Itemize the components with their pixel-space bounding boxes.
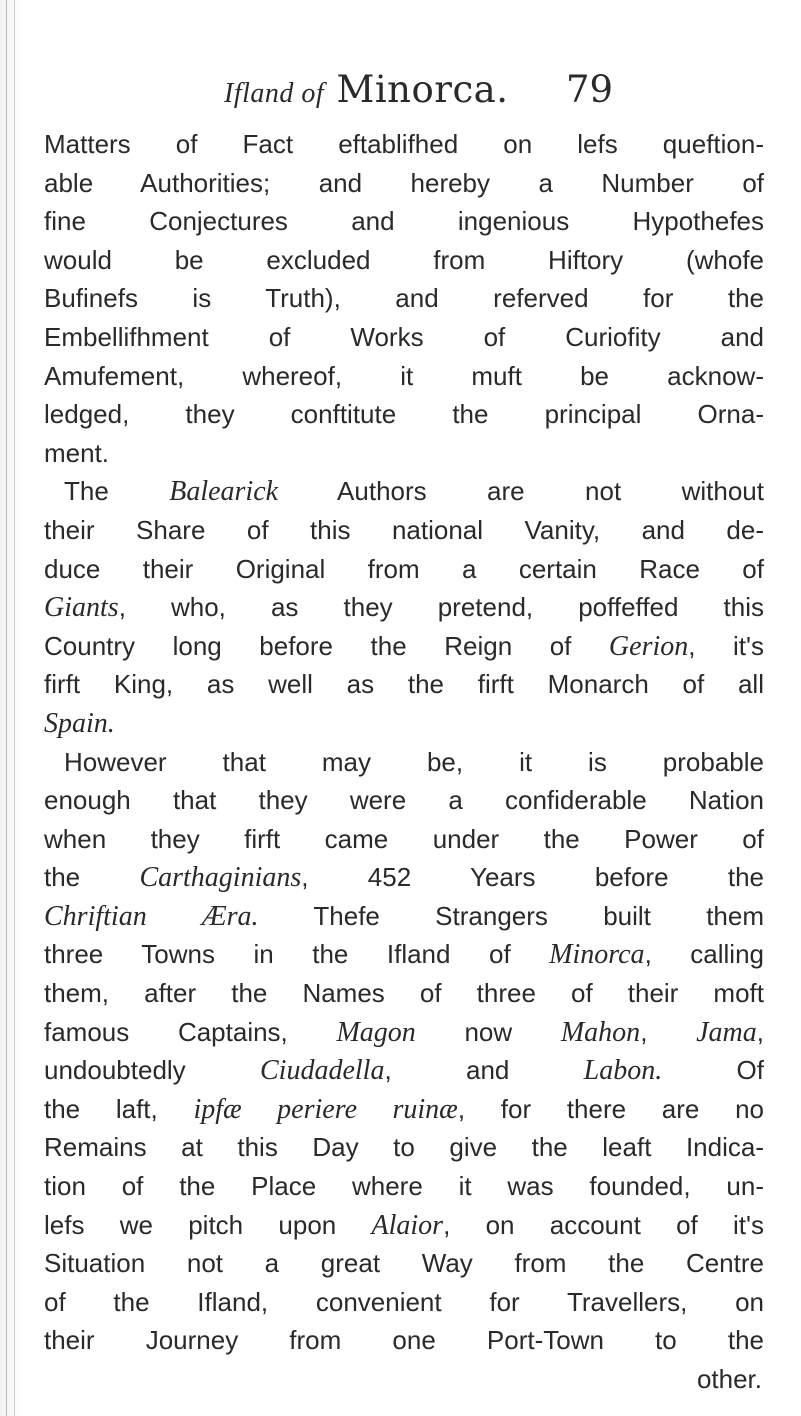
text-run: Matters of Fact eftablifhed on lefs queftion- — [44, 129, 764, 159]
italic-text: ipfæ periere ruinæ — [193, 1093, 458, 1125]
text-line — [44, 627, 764, 666]
text-run: , who, as they pretend, poffeffed this — [118, 592, 764, 623]
text-line — [44, 665, 764, 704]
text-run: the — [44, 862, 140, 893]
running-title — [224, 62, 509, 122]
text-line — [44, 395, 764, 434]
italic-text: Jama — [696, 1016, 757, 1048]
text-line — [44, 1206, 764, 1245]
text-run: tion of the Place where it was founded, un- — [44, 1171, 764, 1202]
text-line — [44, 1013, 764, 1052]
italic-text: Balearick — [169, 476, 279, 508]
text-line — [44, 202, 764, 241]
text-run: , it's — [688, 630, 764, 661]
text-line — [44, 1051, 764, 1090]
text-run: firft King, as well as the firft Monarch of all — [44, 669, 764, 700]
text-line — [44, 1244, 764, 1283]
text-run: , on account of it's — [443, 1209, 764, 1240]
text-run: three Towns in the Ifland of — [44, 939, 550, 970]
text-run: when they firft came under the Power of — [44, 823, 764, 854]
text-run: Authors are not without — [278, 476, 764, 507]
text-line — [44, 588, 764, 627]
text-line — [44, 704, 764, 743]
text-run: Embellifhment of Works of Curiofity and — [44, 321, 764, 352]
text-run: lefs we pitch upon — [44, 1209, 372, 1240]
text-run: fine Conjectures and ingenious Hypothefes — [44, 206, 764, 237]
text-run: , for there are no — [457, 1093, 764, 1124]
text-run: However that may be, it is probable — [64, 746, 764, 777]
text-run: ment. — [44, 437, 110, 468]
text-run: , — [640, 1016, 697, 1047]
gutter-rule — [14, 0, 15, 1416]
text-line — [44, 1090, 764, 1129]
gutter-rule — [6, 0, 7, 1416]
text-line — [44, 241, 764, 280]
text-run: Situation not a great Way from the Centre — [44, 1248, 764, 1279]
text-run: Of — [662, 1055, 765, 1086]
text-line — [44, 164, 764, 203]
text-run: their Journey from one Port-Town to the — [44, 1325, 764, 1356]
text-line — [44, 125, 764, 164]
text-run: duce their Original from a certain Race of — [44, 553, 764, 584]
text-run: , calling — [644, 939, 764, 970]
page-gutter — [0, 0, 22, 1416]
text-run: Thefe Strangers built them — [258, 900, 764, 931]
text-line — [44, 1321, 764, 1360]
text-line — [44, 743, 764, 782]
text-line — [44, 511, 764, 550]
text-run: would be excluded from Hiftory (whofe — [44, 244, 764, 275]
italic-text: Mahon — [560, 1016, 641, 1048]
text-run: them, after the Names of three of their moft — [44, 978, 764, 1009]
italic-text: Chriftian Æra. — [44, 900, 259, 932]
text-run: , and — [384, 1055, 584, 1086]
text-run: Country long before the Reign of — [44, 630, 609, 661]
text-run: , 452 Years before the — [301, 862, 764, 893]
text-line — [44, 897, 764, 936]
italic-text: Alaior — [371, 1209, 444, 1241]
text-run: famous Captains, — [44, 1016, 337, 1047]
text-run: The — [64, 476, 170, 507]
text-line — [44, 279, 764, 318]
running-title-italic: Ifland of — [224, 78, 325, 109]
text-run: enough that they were a confiderable Nation — [44, 785, 764, 816]
text-line — [44, 472, 764, 511]
page-number: 79 — [566, 68, 614, 111]
text-line — [44, 318, 764, 357]
italic-text: Magon — [336, 1016, 416, 1048]
text-line — [44, 1283, 764, 1322]
page-header — [0, 62, 801, 122]
text-line — [44, 550, 764, 589]
text-run: able Authorities; and hereby a Number of — [44, 167, 764, 198]
text-line — [44, 1360, 764, 1399]
text-run: their Share of this national Vanity, and de- — [44, 514, 764, 545]
text-run: , — [756, 1016, 764, 1047]
text-run: now — [415, 1016, 561, 1047]
text-line — [44, 858, 764, 897]
text-line — [44, 974, 764, 1013]
text-line — [44, 357, 764, 396]
body-text — [44, 125, 764, 1399]
text-run: Remains at this Day to give the leaft Indica- — [44, 1132, 764, 1163]
text-line — [44, 1128, 764, 1167]
italic-text: Minorca — [549, 939, 645, 971]
text-run: of the Ifland, convenient for Travellers, on — [44, 1286, 764, 1317]
text-line — [44, 434, 764, 473]
text-line — [44, 935, 764, 974]
text-line — [44, 820, 764, 859]
running-title-roman: Minorca. — [336, 68, 509, 111]
text-run: the laft, — [44, 1093, 194, 1124]
italic-text: Gerion — [608, 630, 689, 662]
text-run: Amufement, whereof, it muft be acknow- — [44, 360, 764, 391]
italic-text: Ciudadella — [260, 1055, 385, 1087]
text-run: undoubtedly — [44, 1055, 260, 1086]
text-run: ledged, they conftitute the principal Orna- — [44, 399, 764, 430]
text-run: Bufinefs is Truth), and referved for the — [44, 283, 764, 314]
text-line — [44, 781, 764, 820]
italic-text: Giants — [44, 592, 119, 624]
italic-text: Carthaginians — [139, 862, 302, 894]
italic-text: Labon. — [583, 1055, 663, 1087]
italic-text: Spain. — [44, 707, 115, 739]
text-run: other. — [696, 1364, 762, 1394]
text-line — [44, 1167, 764, 1206]
